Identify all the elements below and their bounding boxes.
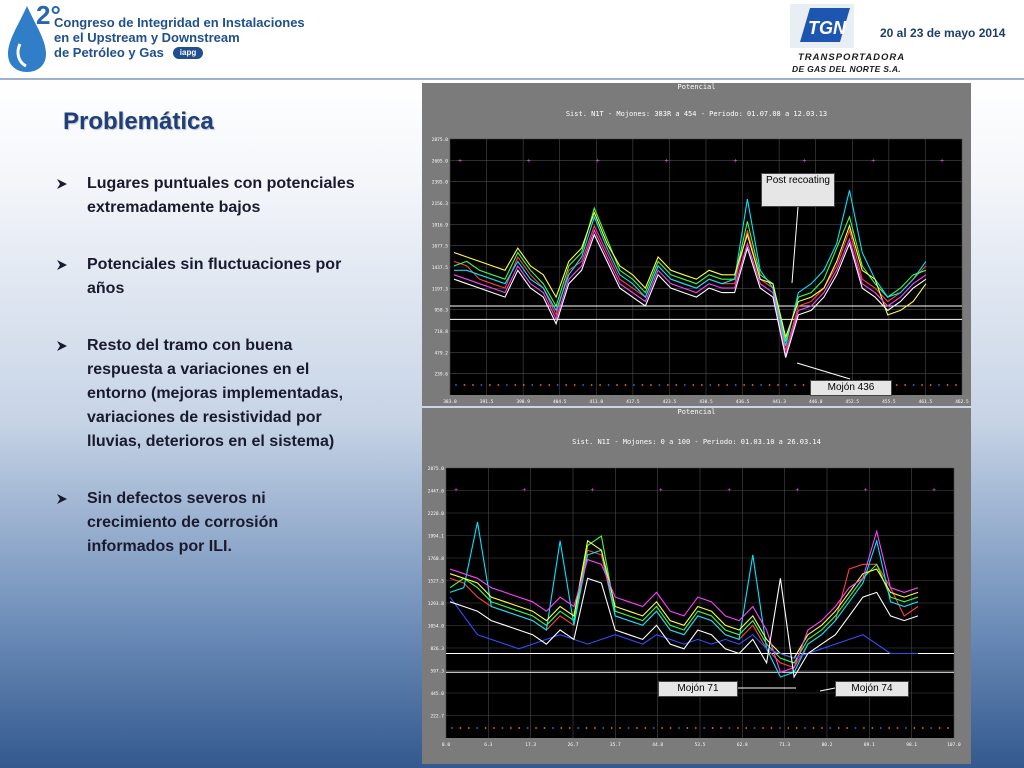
marker-dot (846, 727, 848, 729)
x-tick-label: 452.5 (845, 400, 860, 405)
marker-dot (468, 727, 470, 729)
potential-chart-bottom-plot (422, 408, 971, 764)
y-tick-label: 597.3 (430, 669, 444, 675)
event-marker: + (727, 487, 732, 494)
event-marker: + (939, 158, 945, 165)
marker-dot (947, 727, 949, 729)
marker-dot (921, 384, 923, 386)
y-tick-label: 1197.3 (431, 287, 448, 293)
y-tick-label: 445.0 (430, 692, 444, 697)
marker-dot (829, 727, 831, 729)
chart-title: Sist. N1T - Mojones: 383R a 454 - Periodo: 01.07.08 a 12.03.13 (565, 110, 828, 118)
marker-dot (616, 384, 618, 386)
marker-dot (633, 384, 635, 386)
marker-dot (535, 727, 537, 729)
marker-dot (938, 384, 940, 386)
bullet-item (56, 253, 356, 301)
slide-title: Problemática (63, 108, 214, 135)
chart-title: Sist. N1I - Mojones: 0 a 100 - Periodo: 01.03.10 a 26.03.14 (572, 438, 821, 446)
marker-dot (531, 384, 533, 386)
x-tick-label: 6.3 (484, 743, 493, 748)
potential-chart-top-plot (422, 83, 971, 406)
marker-dot (896, 384, 898, 386)
event-marker: + (453, 487, 459, 494)
y-tick-label: 2605.0 (431, 159, 448, 165)
marker-dot (939, 727, 941, 729)
marker-dot (591, 384, 593, 386)
marker-dot (472, 384, 474, 386)
event-marker: + (595, 158, 600, 165)
x-tick-label: 423.5 (662, 400, 677, 405)
marker-dot (947, 384, 949, 386)
marker-dot (855, 727, 857, 729)
marker-dot (930, 384, 932, 386)
marker-dot (658, 384, 660, 386)
x-tick-label: 17.3 (525, 743, 537, 748)
bullet-item (56, 334, 356, 454)
y-tick-label: 1760.8 (427, 557, 444, 562)
y-tick-label: 2875.0 (431, 138, 448, 143)
x-tick-label: 404.5 (552, 400, 567, 405)
marker-dot (804, 727, 806, 729)
marker-dot (718, 384, 720, 386)
marker-dot (619, 727, 621, 729)
marker-dot (777, 384, 779, 386)
x-tick-label: 462.5 (955, 400, 969, 405)
marker-dot (838, 727, 840, 729)
marker-dot (709, 384, 711, 386)
event-marker: + (590, 487, 595, 494)
marker-dot (913, 727, 915, 729)
bullet-item (56, 172, 356, 220)
arrow-bullet-icon (56, 340, 68, 352)
x-tick-label: 436.5 (735, 400, 750, 405)
marker-dot (897, 727, 899, 729)
tgn-logo-icon (790, 4, 854, 48)
y-tick-label: 1916.9 (431, 223, 448, 229)
marker-dot (540, 384, 542, 386)
x-tick-label: 53.5 (694, 743, 706, 748)
marker-dot (692, 384, 694, 386)
marker-dot (653, 727, 655, 729)
marker-dot (644, 727, 646, 729)
x-tick-label: 89.1 (863, 743, 875, 748)
event-marker: + (522, 487, 527, 494)
marker-dot (745, 727, 747, 729)
potential-chart-top (422, 83, 971, 406)
marker-dot (888, 727, 890, 729)
x-tick-label: 383.0 (443, 400, 457, 405)
marker-dot (703, 727, 705, 729)
marker-dot (611, 727, 613, 729)
marker-dot (752, 384, 754, 386)
marker-dot (481, 384, 483, 386)
company-name-line-1: TRANSPORTADORA (798, 52, 906, 63)
y-tick-label: 958.3 (434, 308, 448, 314)
y-tick-label: 2875.0 (427, 467, 444, 472)
x-tick-label: 80.2 (821, 743, 833, 748)
marker-dot (769, 384, 771, 386)
y-tick-label: 2395.0 (431, 180, 448, 186)
y-tick-label: 2447.0 (427, 489, 444, 495)
marker-dot (726, 384, 728, 386)
arrow-bullet-icon (56, 259, 68, 271)
event-marker: + (802, 158, 807, 165)
marker-dot (544, 727, 546, 729)
marker-dot (678, 727, 680, 729)
marker-dot (489, 384, 491, 386)
marker-dot (464, 384, 466, 386)
marker-dot (557, 384, 559, 386)
congress-title-line-2: en el Upstream y Downstream (54, 30, 240, 45)
marker-dot (451, 727, 453, 729)
y-tick-label: 2228.0 (427, 512, 444, 517)
event-marker: + (664, 158, 669, 165)
marker-dot (803, 384, 805, 386)
marker-dot (514, 384, 516, 386)
marker-dot (863, 727, 865, 729)
x-tick-label: 391.5 (479, 400, 494, 405)
marker-dot (821, 727, 823, 729)
y-tick-label: 826.3 (430, 647, 444, 652)
x-tick-label: 71.3 (779, 743, 791, 748)
event-marker: + (457, 158, 463, 165)
marker-dot (608, 384, 610, 386)
bullet-text: Sin defectos severos ni crecimiento de corrosión informados por ILI. (87, 490, 279, 555)
x-tick-label: 461.5 (918, 400, 933, 405)
bullet-list (56, 172, 356, 592)
marker-dot (460, 727, 462, 729)
tgn-logo (790, 4, 854, 48)
marker-dot (913, 384, 915, 386)
marker-dot (904, 384, 906, 386)
y-tick-label: 1293.8 (427, 602, 444, 607)
x-tick-label: 411.0 (589, 400, 604, 405)
marker-dot (527, 727, 529, 729)
chart-window-title: Potencial (677, 408, 716, 416)
marker-dot (548, 384, 550, 386)
bullet-item (56, 487, 356, 559)
x-tick-label: 446.0 (808, 400, 823, 405)
bullet-text: Potenciales sin fluctuaciones por años (87, 256, 342, 297)
y-tick-label: 718.8 (434, 330, 448, 335)
tgn-logo-text: TGN (808, 18, 846, 38)
marker-dot (650, 384, 652, 386)
marker-dot (670, 727, 672, 729)
marker-dot (455, 384, 457, 386)
marker-dot (502, 727, 504, 729)
marker-dot (586, 727, 588, 729)
chart-window-title: Potencial (677, 83, 716, 91)
marker-dot (771, 727, 773, 729)
x-tick-label: 107.0 (947, 743, 961, 748)
bullet-text: Lugares puntuales con potenciales extremadamente bajos (87, 175, 355, 216)
marker-dot (577, 727, 579, 729)
congress-edition: 2° (36, 0, 61, 30)
marker-dot (880, 727, 882, 729)
y-tick-label: 1994.1 (427, 534, 444, 540)
marker-dot (930, 727, 932, 729)
marker-dot (871, 727, 873, 729)
event-marker: + (526, 158, 531, 165)
bullet-text: Resto del tramo con buena respuesta a variaciones en el entorno (mejoras implementadas, variaciones de resistividad por lluvias, deterioros en el sistema) (87, 337, 344, 450)
marker-dot (905, 727, 907, 729)
marker-dot (506, 384, 508, 386)
congress-title-line-3: de Petróleo y Gas (54, 45, 164, 60)
marker-dot (695, 727, 697, 729)
marker-dot (625, 384, 627, 386)
marker-dot (667, 384, 669, 386)
marker-dot (628, 727, 630, 729)
arrow-bullet-icon (56, 178, 68, 190)
marker-dot (796, 727, 798, 729)
header-divider (0, 78, 1024, 80)
marker-dot (786, 384, 788, 386)
y-tick-label: 222.7 (430, 714, 444, 720)
event-marker: + (658, 487, 663, 494)
x-tick-label: 0.0 (441, 743, 451, 748)
marker-dot (729, 727, 731, 729)
x-tick-label: 398.9 (516, 400, 530, 405)
marker-dot (684, 384, 686, 386)
marker-dot (720, 727, 722, 729)
y-tick-label: 239.6 (434, 372, 448, 378)
marker-dot (686, 727, 688, 729)
slide-header (0, 0, 1024, 80)
marker-dot (497, 384, 499, 386)
marker-dot (594, 727, 596, 729)
marker-dot (518, 727, 520, 729)
marker-dot (762, 727, 764, 729)
company-name-line-2: DE GAS DEL NORTE S.A. (792, 64, 901, 74)
marker-dot (794, 384, 796, 386)
marker-dot (552, 727, 554, 729)
marker-dot (955, 384, 957, 386)
marker-dot (760, 384, 762, 386)
marker-dot (737, 727, 739, 729)
marker-dot (813, 727, 815, 729)
marker-dot (510, 727, 512, 729)
marker-dot (712, 727, 714, 729)
marker-dot (560, 727, 562, 729)
event-date: 20 al 23 de mayo 2014 (880, 26, 1006, 40)
y-tick-label: 1437.5 (431, 266, 448, 271)
x-tick-label: 430.5 (699, 400, 713, 405)
x-tick-label: 98.1 (906, 743, 918, 748)
post-recoating-callout: Post recoating (761, 173, 835, 207)
marker-dot (661, 727, 663, 729)
marker-dot (493, 727, 495, 729)
x-tick-label: 35.7 (609, 743, 621, 748)
event-marker: + (871, 158, 876, 165)
arrow-bullet-icon (56, 493, 68, 505)
event-marker: + (863, 487, 868, 494)
y-tick-label: 2156.3 (431, 202, 448, 207)
marker-dot (701, 384, 703, 386)
marker-dot (476, 727, 478, 729)
x-tick-label: 26.7 (567, 743, 579, 748)
mojon-436-callout: Mojón 436 (810, 380, 892, 396)
marker-dot (642, 384, 644, 386)
x-tick-label: 62.8 (736, 743, 748, 748)
event-marker: + (733, 158, 738, 165)
marker-dot (523, 384, 525, 386)
iapg-logo: iapg (173, 47, 203, 59)
marker-dot (636, 727, 638, 729)
potential-chart-bottom (422, 408, 971, 764)
marker-dot (565, 384, 567, 386)
marker-dot (787, 727, 789, 729)
y-tick-label: 479.2 (434, 351, 448, 357)
marker-dot (743, 384, 745, 386)
marker-dot (599, 384, 601, 386)
y-tick-label: 1677.5 (431, 244, 448, 250)
marker-dot (735, 384, 737, 386)
x-tick-label: 441.3 (772, 400, 786, 405)
y-tick-label: 1527.5 (427, 579, 444, 585)
mojon-74-callout: Mojón 74 (835, 681, 909, 697)
marker-dot (922, 727, 924, 729)
x-tick-label: 44.8 (652, 743, 664, 748)
y-tick-label: 1054.0 (427, 624, 444, 630)
marker-dot (675, 384, 677, 386)
mojon-71-callout: Mojón 71 (658, 681, 738, 697)
marker-dot (582, 384, 584, 386)
marker-dot (569, 727, 571, 729)
x-tick-label: 417.5 (626, 400, 640, 405)
marker-dot (574, 384, 576, 386)
congress-title-line-1: Congreso de Integridad en Instalaciones (54, 15, 305, 30)
event-marker: + (795, 487, 800, 494)
x-tick-label: 455.5 (882, 400, 896, 405)
marker-dot (779, 727, 781, 729)
marker-dot (602, 727, 604, 729)
marker-dot (754, 727, 756, 729)
event-marker: + (931, 487, 937, 494)
marker-dot (485, 727, 487, 729)
